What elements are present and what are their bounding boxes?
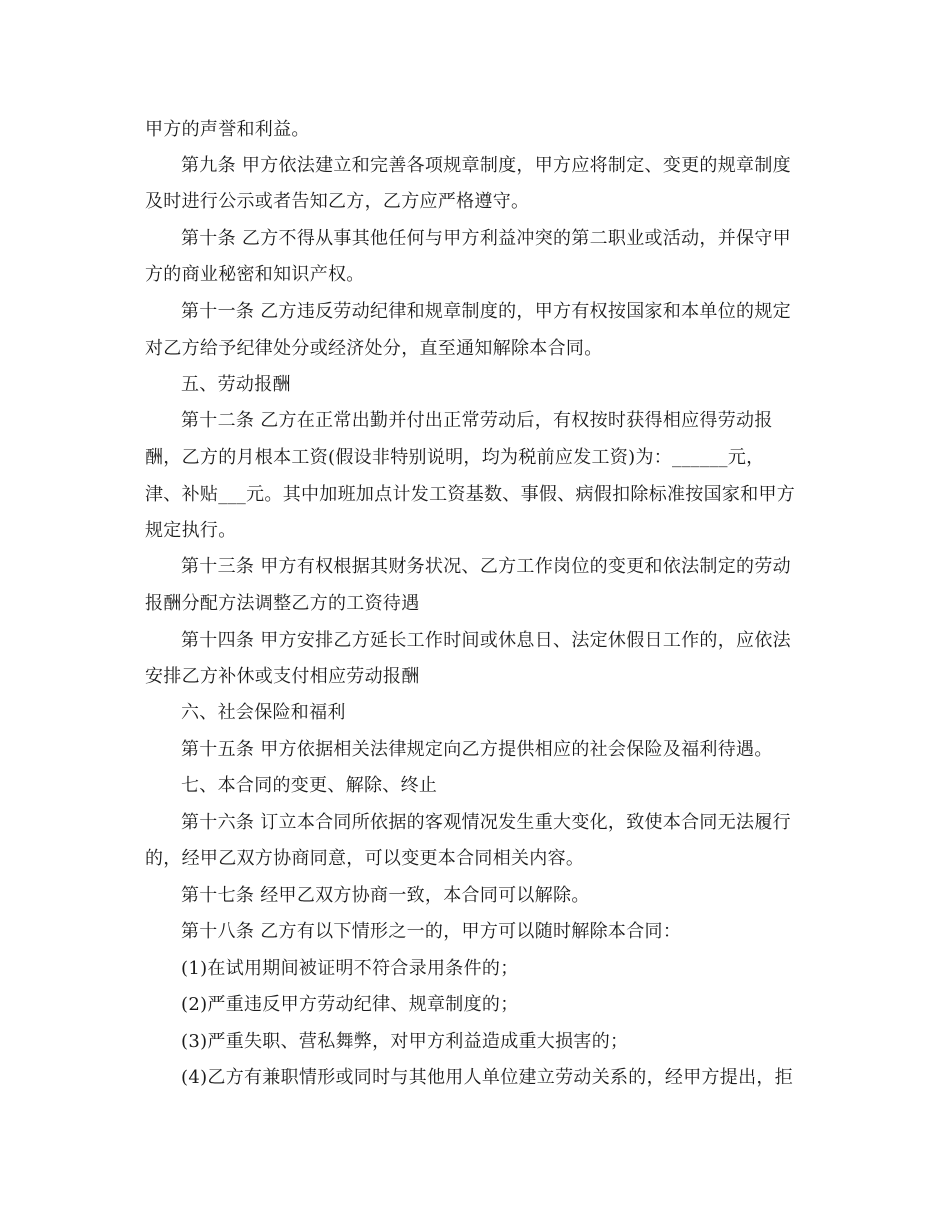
paragraph-line: 甲方的声誉和利益。 xyxy=(145,119,310,140)
article-16-line: 第十六条 订立本合同所依据的客观情况发生重大变化，致使本合同无法履行 xyxy=(181,812,791,833)
paragraph-line: 报酬分配方法调整乙方的工资待遇 xyxy=(145,593,420,614)
paragraph-line: 的，经甲乙双方协商同意，可以变更本合同相关内容。 xyxy=(145,848,585,869)
list-item: (1)在试用期间被证明不符合录用条件的； xyxy=(181,958,519,979)
paragraph-line: 津、补贴___元。其中加班加点计发工资基数、事假、病假扣除标准按国家和甲方 xyxy=(145,484,796,505)
list-item: (3)严重失职、营私舞弊，对甲方利益造成重大损害的； xyxy=(181,1031,629,1052)
article-15-line: 第十五条 甲方依据相关法律规定向乙方提供相应的社会保险及福利待遇。 xyxy=(181,739,773,760)
paragraph-line: 方的商业秘密和知识产权。 xyxy=(145,264,365,285)
article-10-line: 第十条 乙方不得从事其他任何与甲方利益冲突的第二职业或活动，并保守甲 xyxy=(181,228,791,249)
article-9-line: 第九条 甲方依法建立和完善各项规章制度，甲方应将制定、变更的规章制度 xyxy=(181,155,791,176)
list-item: (4)乙方有兼职情形或同时与其他用人单位建立劳动关系的，经甲方提出，拒 xyxy=(181,1067,793,1088)
paragraph-line: 安排乙方补休或支付相应劳动报酬 xyxy=(145,666,420,687)
article-13-line: 第十三条 甲方有权根据其财务状况、乙方工作岗位的变更和依法制定的劳动 xyxy=(181,556,791,577)
paragraph-line: 及时进行公示或者告知乙方，乙方应严格遵守。 xyxy=(145,191,530,212)
article-14-line: 第十四条 甲方安排乙方延长工作时间或休息日、法定休假日工作的，应依法 xyxy=(181,630,791,651)
article-17-line: 第十七条 经甲乙双方协商一致，本合同可以解除。 xyxy=(181,885,590,906)
paragraph-line: 规定执行。 xyxy=(145,520,237,541)
section-heading-5: 五、劳动报酬 xyxy=(181,374,291,395)
article-12-line: 第十二条 乙方在正常出勤并付出正常劳动后，有权按时获得相应得劳动报 xyxy=(181,410,773,431)
section-heading-7: 七、本合同的变更、解除、终止 xyxy=(181,775,438,796)
paragraph-line: 酬，乙方的月根本工资(假设非特别说明，均为税前应发工资)为：______元， xyxy=(145,447,765,468)
article-11-line: 第十一条 乙方违反劳动纪律和规章制度的，甲方有权按国家和本单位的规定 xyxy=(181,301,791,322)
paragraph-line: 对乙方给予纪律处分或经济处分，直至通知解除本合同。 xyxy=(145,338,603,359)
list-item: (2)严重违反甲方劳动纪律、规章制度的； xyxy=(181,994,519,1015)
article-18-line: 第十八条 乙方有以下情形之一的，甲方可以随时解除本合同： xyxy=(181,921,682,942)
section-heading-6: 六、社会保险和福利 xyxy=(181,702,346,723)
